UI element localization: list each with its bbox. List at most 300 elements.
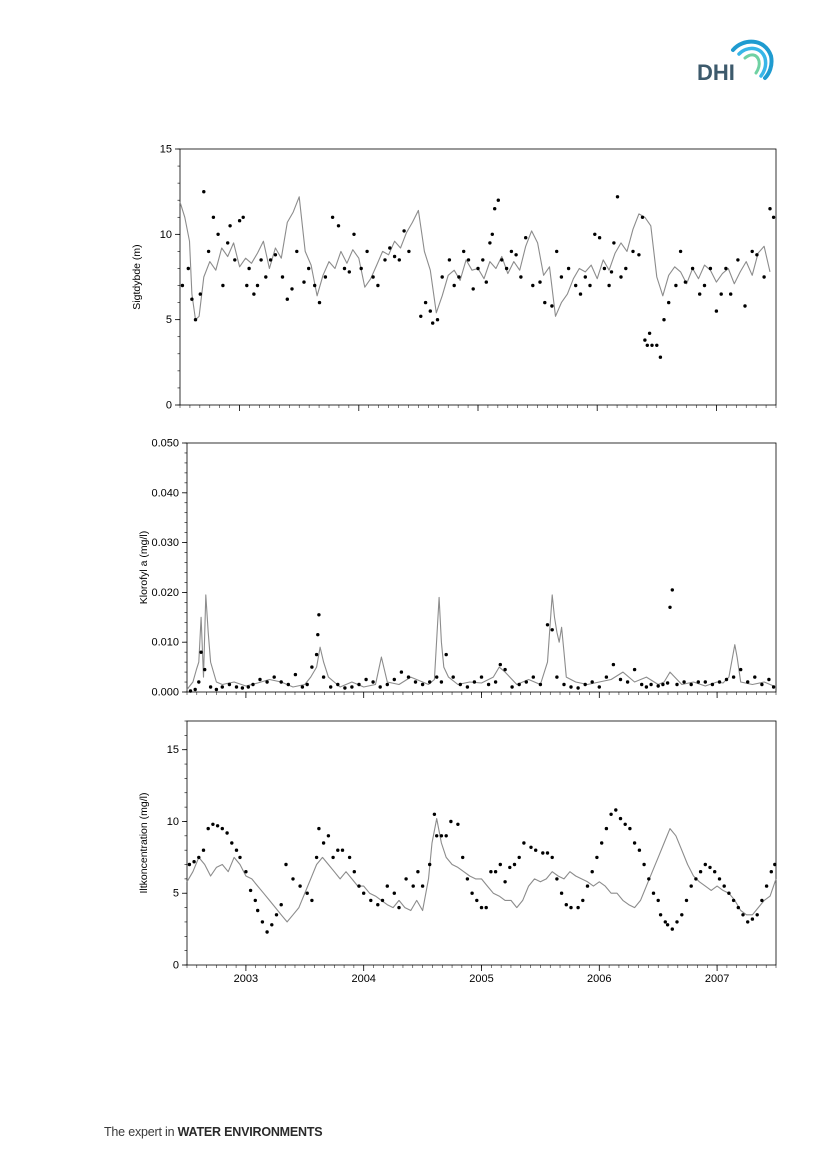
iltkoncentration-observation-point [647,877,650,880]
iltkoncentration-observation-point [221,827,224,830]
klorofyl-observation-point [551,628,554,631]
sigtdybde-ytick-label: 0 [165,399,172,412]
klorofyl-observation-point [445,653,448,656]
sigtdybde-observation-point [202,190,205,193]
iltkoncentration-observation-point [381,899,384,902]
iltkoncentration-observation-point [235,849,238,852]
iltkoncentration-observation-point [529,846,532,849]
klorofyl-observation-point [532,675,535,678]
sigtdybde-observation-point [650,344,653,347]
iltkoncentration-observation-point [551,856,554,859]
iltkoncentration-observation-point [207,827,210,830]
klorofyl-observation-point [343,686,346,689]
sigtdybde-observation-point [579,292,582,295]
sigtdybde-observation-point [648,332,651,335]
iltkoncentration-observation-point [397,906,400,909]
klorofyl-model-line [187,595,776,690]
iltkoncentration-observation-point [685,899,688,902]
iltkoncentration-observation-point [708,866,711,869]
sigtdybde-observation-point [264,275,267,278]
iltkoncentration-ytick-label: 5 [172,887,179,900]
sigtdybde-observation-point [729,292,732,295]
sigtdybde-observation-point [514,253,517,256]
klorofyl-observation-point [668,606,671,609]
iltkoncentration-observation-point [433,813,436,816]
iltkoncentration-observation-point [461,856,464,859]
iltkoncentration-observation-point [773,863,776,866]
sigtdybde-observation-point [281,275,284,278]
iltkoncentration-observation-point [369,899,372,902]
iltkoncentration-year-label: 2005 [469,973,494,985]
klorofyl-observation-point [203,668,206,671]
klorofyl-observation-point [487,683,490,686]
sigtdybde-observation-point [574,284,577,287]
iltkoncentration-observation-point [624,823,627,826]
iltkoncentration-observation-point [249,889,252,892]
klorofyl-observation-point [251,683,254,686]
iltkoncentration-observation-point [694,877,697,880]
iltkoncentration-observation-point [600,841,603,844]
klorofyl-observation-point [306,683,309,686]
iltkoncentration-observation-point [760,899,763,902]
sigtdybde-observation-point [371,275,374,278]
sigtdybde-observation-point [531,284,534,287]
iltkoncentration-observation-point [718,877,721,880]
klorofyl-observation-point [690,683,693,686]
klorofyl-observation-point [772,685,775,688]
klorofyl-observation-point [221,685,224,688]
iltkoncentration-observation-point [565,903,568,906]
sigtdybde-observation-point [318,301,321,304]
sigtdybde-observation-point [662,318,665,321]
iltkoncentration-observation-point [756,913,759,916]
klorofyl-observation-point [294,673,297,676]
iltkoncentration-observation-point [291,877,294,880]
klorofyl-observation-point [640,683,643,686]
sigtdybde-observation-point [181,284,184,287]
sigtdybde-observation-point [768,207,771,210]
sigtdybde-observation-point [453,284,456,287]
sigtdybde-observation-point [500,258,503,261]
klorofyl-observation-point [194,688,197,691]
iltkoncentration-observation-point [489,870,492,873]
klorofyl-observation-point [711,683,714,686]
klorofyl-ytick-label: 0.020 [151,586,179,599]
iltkoncentration-observation-point [619,817,622,820]
iltkoncentration-observation-point [322,841,325,844]
sigtdybde-observation-point [588,284,591,287]
klorofyl-observation-point [760,683,763,686]
iltkoncentration-year-label: 2003 [233,973,259,985]
klorofyl-ytick-label: 0.010 [151,636,179,649]
sigtdybde-observation-point [393,255,396,258]
sigtdybde-observation-point [567,267,570,270]
klorofyl-observation-point [633,668,636,671]
klorofyl-observation-point [228,683,231,686]
sigtdybde-observation-point [383,258,386,261]
iltkoncentration-observation-point [449,820,452,823]
sigtdybde-observation-point [252,292,255,295]
sigtdybde-observation-point [398,258,401,261]
sigtdybde-observation-point [343,267,346,270]
klorofyl-observation-point [753,675,756,678]
iltkoncentration-observation-point [508,866,511,869]
klorofyl-observation-point [435,675,438,678]
sigtdybde-observation-point [436,318,439,321]
klorofyl-observation-point [215,688,218,691]
klorofyl-observation-point [189,689,192,692]
klorofyl-observation-point [555,675,558,678]
klorofyl-observation-point [746,680,749,683]
iltkoncentration-observation-point [666,923,669,926]
sigtdybde-observation-point [598,236,601,239]
klorofyl-observation-point [591,680,594,683]
klorofyl-observation-point [725,678,728,681]
sigtdybde-observation-point [274,253,277,256]
klorofyl-ylabel: Klorofyl a (mg/l) [138,530,150,605]
sigtdybde-observation-point [524,236,527,239]
sigtdybde-observation-point [207,250,210,253]
sigtdybde-observation-point [295,250,298,253]
sigtdybde-observation-point [245,284,248,287]
sigtdybde-observation-point [467,258,470,261]
iltkoncentration-observation-point [353,870,356,873]
iltkoncentration-observation-point [664,920,667,923]
iltkoncentration-observation-point [680,913,683,916]
klorofyl-observation-point [357,683,360,686]
iltkoncentration-observation-point [576,906,579,909]
sigtdybde-observation-point [472,287,475,290]
klorofyl-observation-point [666,681,669,684]
klorofyl-observation-point [329,685,332,688]
klorofyl-observation-point [371,680,374,683]
klorofyl-observation-point [619,678,622,681]
iltkoncentration-observation-point [386,884,389,887]
sigtdybde-observation-point [715,309,718,312]
klorofyl-observation-point [569,685,572,688]
sigtdybde-observation-point [612,241,615,244]
klorofyl-observation-point [379,685,382,688]
klorofyl-ytick-label: 0.050 [151,437,179,450]
iltkoncentration-observation-point [633,841,636,844]
sigtdybde-observation-point [247,267,250,270]
iltkoncentration-ylabel: Iltkoncentration (mg/l) [138,792,150,894]
sigtdybde-observation-point [462,250,465,253]
iltkoncentration-observation-point [746,920,749,923]
iltkoncentration-observation-point [211,823,214,826]
iltkoncentration-observation-point [518,856,521,859]
iltkoncentration-observation-point [280,903,283,906]
klorofyl-chart [138,438,776,699]
klorofyl-observation-point [739,668,742,671]
klorofyl-observation-point [322,675,325,678]
iltkoncentration-observation-point [331,856,334,859]
sigtdybde-observation-point [679,250,682,253]
klorofyl-observation-point [671,588,674,591]
sigtdybde-observation-point [720,292,723,295]
klorofyl-observation-point [518,683,521,686]
sigtdybde-observation-point [646,344,649,347]
sigtdybde-observation-point [481,258,484,261]
klorofyl-observation-point [466,685,469,688]
klorofyl-observation-point [576,686,579,689]
sigtdybde-observation-point [543,301,546,304]
iltkoncentration-observation-point [659,913,662,916]
sigtdybde-observation-point [616,195,619,198]
iltkoncentration-observation-point [254,899,257,902]
sigtdybde-observation-point [256,284,259,287]
iltkoncentration-observation-point [765,884,768,887]
iltkoncentration-observation-point [605,827,608,830]
iltkoncentration-observation-point [723,884,726,887]
logo-text: DHI [697,60,735,85]
iltkoncentration-observation-point [591,870,594,873]
sigtdybde-observation-point [221,284,224,287]
sigtdybde-observation-point [376,284,379,287]
iltkoncentration-observation-point [244,870,247,873]
iltkoncentration-observation-point [770,870,773,873]
sigtdybde-observation-point [365,250,368,253]
iltkoncentration-observation-point [586,884,589,887]
sigtdybde-observation-point [441,275,444,278]
iltkoncentration-observation-point [216,824,219,827]
klorofyl-observation-point [657,684,660,687]
sigtdybde-observation-point [550,304,553,307]
iltkoncentration-observation-point [306,892,309,895]
sigtdybde-observation-point [703,284,706,287]
klorofyl-observation-point [697,680,700,683]
klorofyl-observation-point [364,678,367,681]
klorofyl-observation-point [562,683,565,686]
iltkoncentration-observation-point [534,849,537,852]
iltkoncentration-observation-point [671,927,674,930]
iltkoncentration-observation-point [499,863,502,866]
sigtdybde-model-line [180,197,770,320]
klorofyl-ytick-label: 0.000 [151,686,179,699]
sigtdybde-observation-point [560,275,563,278]
iltkoncentration-observation-point [560,892,563,895]
klorofyl-observation-point [626,680,629,683]
klorofyl-observation-point [473,680,476,683]
sigtdybde-ytick-label: 5 [165,314,172,327]
sigtdybde-observation-point [360,267,363,270]
iltkoncentration-observation-point [466,877,469,880]
sigtdybde-observation-point [631,250,634,253]
klorofyl-observation-point [675,683,678,686]
iltkoncentration-observation-point [555,877,558,880]
klorofyl-observation-point [649,683,652,686]
iltkoncentration-observation-point [699,870,702,873]
iltkoncentration-observation-point [298,884,301,887]
iltkoncentration-observation-point [713,870,716,873]
sigtdybde-observation-point [286,298,289,301]
sigtdybde-observation-point [772,216,775,219]
iltkoncentration-observation-point [546,851,549,854]
klorofyl-observation-point [767,678,770,681]
sigtdybde-observation-point [228,224,231,227]
sigtdybde-observation-point [505,267,508,270]
sigtdybde-observation-point [709,267,712,270]
sigtdybde-observation-point [352,233,355,236]
iltkoncentration-observation-point [638,849,641,852]
iltkoncentration-observation-point [261,920,264,923]
iltkoncentration-observation-point [357,884,360,887]
sigtdybde-observation-point [402,229,405,232]
klorofyl-observation-point [732,675,735,678]
sigtdybde-observation-point [659,356,662,359]
iltkoncentration-observation-point [595,856,598,859]
klorofyl-observation-point [499,663,502,666]
sigtdybde-observation-point [190,298,193,301]
iltkoncentration-observation-point [704,863,707,866]
sigtdybde-observation-point [674,284,677,287]
iltkoncentration-observation-point [732,899,735,902]
sigtdybde-observation-point [259,258,262,261]
sigtdybde-observation-point [684,280,687,283]
sigtdybde-observation-point [593,233,596,236]
sigtdybde-observation-point [348,270,351,273]
klorofyl-observation-point [350,685,353,688]
iltkoncentration-observation-point [202,849,205,852]
sigtdybde-observation-point [199,292,202,295]
sigtdybde-observation-point [751,250,754,253]
iltkoncentration-observation-point [445,834,448,837]
iltkoncentration-observation-point [315,856,318,859]
sigtdybde-observation-point [691,267,694,270]
iltkoncentration-observation-point [737,906,740,909]
iltkoncentration-observation-point [470,892,473,895]
iltkoncentration-observation-point [440,834,443,837]
iltkoncentration-observation-point [494,870,497,873]
sigtdybde-observation-point [491,233,494,236]
sigtdybde-observation-point [743,304,746,307]
sigtdybde-observation-point [302,280,305,283]
sigtdybde-observation-point [313,284,316,287]
iltkoncentration-observation-point [256,909,259,912]
iltkoncentration-observation-point [513,863,516,866]
klorofyl-observation-point [428,680,431,683]
klorofyl-observation-point [199,651,202,654]
klorofyl-ytick-label: 0.040 [151,487,179,500]
klorofyl-observation-point [407,675,410,678]
iltkoncentration-observation-point [393,892,396,895]
iltkoncentration-observation-point [503,880,506,883]
iltkoncentration-observation-point [404,877,407,880]
iltkoncentration-observation-point [675,920,678,923]
klorofyl-observation-point [421,683,424,686]
iltkoncentration-observation-point [192,860,195,863]
klorofyl-observation-point [336,683,339,686]
klorofyl-observation-point [317,613,320,616]
sigtdybde-observation-point [307,267,310,270]
iltkoncentration-observation-point [376,903,379,906]
klorofyl-observation-point [400,670,403,673]
sigtdybde-observation-point [290,287,293,290]
klorofyl-observation-point [525,680,528,683]
sigtdybde-observation-point [324,275,327,278]
iltkoncentration-observation-point [421,884,424,887]
sigtdybde-observation-point [497,199,500,202]
sigtdybde-observation-point [448,258,451,261]
sigtdybde-observation-point [538,280,541,283]
iltkoncentration-observation-point [727,892,730,895]
sigtdybde-observation-point [610,270,613,273]
klorofyl-observation-point [546,623,549,626]
iltkoncentration-observation-point [310,899,313,902]
sigtdybde-observation-point [488,241,491,244]
klorofyl-observation-point [704,680,707,683]
klorofyl-observation-point [301,685,304,688]
klorofyl-observation-point [598,685,601,688]
klorofyl-observation-point [235,685,238,688]
sigtdybde-observation-point [641,216,644,219]
klorofyl-observation-point [315,653,318,656]
klorofyl-observation-point [459,683,462,686]
iltkoncentration-observation-point [225,831,228,834]
iltkoncentration-observation-point [230,841,233,844]
sigtdybde-observation-point [407,250,410,253]
iltkoncentration-frame [187,721,776,965]
sigtdybde-observation-point [698,292,701,295]
sigtdybde-observation-point [216,233,219,236]
sigtdybde-ylabel: Sigtdybde (m) [131,244,143,310]
iltkoncentration-observation-point [428,863,431,866]
sigtdybde-observation-point [755,253,758,256]
iltkoncentration-observation-point [265,930,268,933]
iltkoncentration-observation-point [435,834,438,837]
klorofyl-observation-point [386,683,389,686]
klorofyl-observation-point [584,683,587,686]
iltkoncentration-observation-point [336,849,339,852]
sigtdybde-observation-point [226,241,229,244]
sigtdybde-observation-point [337,224,340,227]
klorofyl-observation-point [682,680,685,683]
klorofyl-observation-point [605,675,608,678]
klorofyl-observation-point [718,680,721,683]
klorofyl-observation-point [258,678,261,681]
iltkoncentration-chart [138,721,777,985]
klorofyl-observation-point [393,678,396,681]
klorofyl-observation-point [197,680,200,683]
iltkoncentration-observation-point [541,851,544,854]
iltkoncentration-observation-point [475,899,478,902]
iltkoncentration-observation-point [480,906,483,909]
sigtdybde-observation-point [457,275,460,278]
sigtdybde-observation-point [493,207,496,210]
klorofyl-observation-point [414,680,417,683]
klorofyl-observation-point [287,683,290,686]
iltkoncentration-observation-point [188,863,191,866]
sigtdybde-observation-point [388,246,391,249]
sigtdybde-ytick-label: 10 [159,228,172,241]
sigtdybde-ytick-label: 15 [159,143,172,156]
iltkoncentration-year-label: 2007 [704,973,730,985]
klorofyl-observation-point [503,668,506,671]
iltkoncentration-observation-point [275,913,278,916]
iltkoncentration-observation-point [657,899,660,902]
iltkoncentration-observation-point [270,923,273,926]
klorofyl-observation-point [661,683,664,686]
iltkoncentration-year-label: 2004 [351,973,376,985]
klorofyl-ytick-label: 0.030 [151,537,179,550]
iltkoncentration-observation-point [362,892,365,895]
iltkoncentration-observation-point [317,827,320,830]
sigtdybde-observation-point [331,216,334,219]
sigtdybde-observation-point [667,301,670,304]
sigtdybde-observation-point [419,315,422,318]
iltkoncentration-observation-point [327,834,330,837]
iltkoncentration-observation-point [416,870,419,873]
